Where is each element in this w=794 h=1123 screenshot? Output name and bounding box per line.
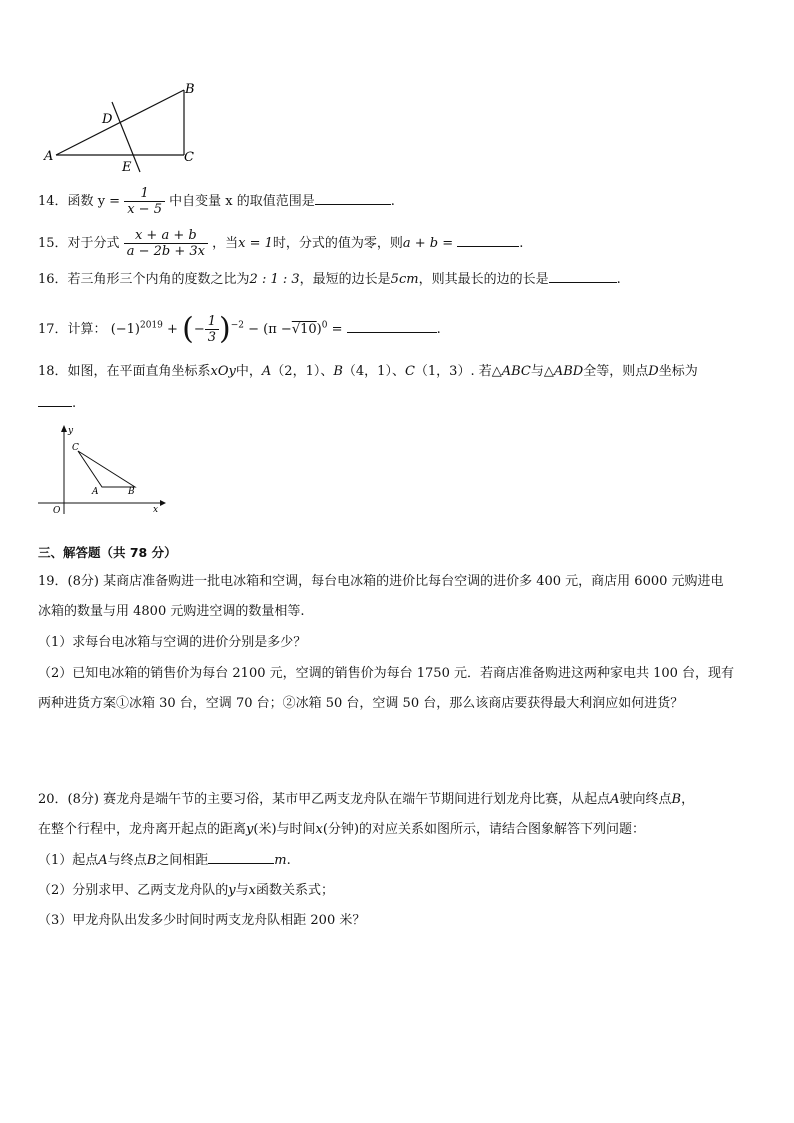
fraction: $\frac{x + a + b}{a - 2b + 3x}$ [124,228,208,259]
question-19-sub1: （1）求每台电冰箱与空调的进价分别是多少？ [38,635,307,650]
answer-blank[interactable] [549,270,617,283]
label-D: D [102,112,113,127]
coordinate-figure [32,424,167,516]
question-19-sub2a: （2）已知电冰箱的销售价为每台 2100 元，空调的销售价为每台 1750 元．若商店准备购进这两种家电共 100 台，现有 [38,666,735,681]
question-18-blank: . [38,394,76,414]
question-20-line1: 20．(8分) 赛龙舟是端午节的主要习俗，某市甲乙两支龙舟队在端午节期间进行划龙舟比赛，从起点A驶向终点B， [38,792,695,807]
axis-x-label: x [153,505,159,515]
label-A: A [44,149,54,164]
question-18: 18．如图，在平面直角坐标系xOy中，A（2，1）、B（4，1）、C（1，3）. 若△ABC与△ABD全等，则点D坐标为 [38,364,698,379]
fraction: $\frac{1}{x - 5}$ [124,186,165,217]
point-B-label: B [128,487,135,497]
question-20-sub1: （1）起点A与终点B之间相距 m. [38,853,291,868]
question-20-sub3: （3）甲龙舟队出发多少时间时两支龙舟队相距 200 米？ [38,913,366,928]
point-A-label: A [92,487,99,497]
answer-blank[interactable] [315,192,391,205]
question-17: 17．计算： $(-1)^{2019}$ + (− $\frac{1}{3}$ )$^{-2} - (\pi -√10)^0$ = . [38,311,441,347]
question-14: 14．函数 y = $\frac{1}{x - 5}$ 中自变量 x 的取值范围是 . [38,186,395,217]
answer-blank[interactable] [38,394,72,407]
point-C-label: C [72,443,79,453]
fraction: $\frac{1}{3}$ [205,314,219,345]
question-19-sub2b: 两种进货方案①冰箱 30 台，空调 70 台；②冰箱 50 台，空调 50 台，那么该商店要获得最大利润应如何进货？ [38,696,684,711]
axis-y-label: y [68,426,74,436]
origin-label: O [53,506,61,516]
answer-blank[interactable] [347,320,437,333]
triangle-figure [38,80,208,175]
section-heading: 三、解答题（共 78 分） [38,545,177,560]
question-19-line1: 19．(8分) 某商店准备购进一批电冰箱和空调，每台电冰箱的进价比每台空调的进价多 400 元，商店用 6000 元购进电 [38,574,724,589]
question-19-line2: 冰箱的数量与用 4800 元购进空调的数量相等. [38,604,305,619]
question-20-line2: 在整个行程中，龙舟离开起点的距离y(米)与时间x(分钟)的对应关系如图所示，请结合图象解答下列问题： [38,822,646,837]
label-B: B [185,82,195,97]
question-16: 16．若三角形三个内角的度数之比为2 : 1 : 3，最短的边长是5cm，则其最长的边的长是 . [38,272,621,287]
question-20-sub2: （2）分别求甲、乙两支龙舟队的y与x函数关系式； [38,883,335,898]
answer-blank[interactable] [457,234,519,247]
label-C: C [184,150,194,165]
question-15: 15．对于分式 $\frac{x + a + b}{a - 2b + 3x}$ ，当x = 1时，分式的值为零，则a + b = . [38,228,524,259]
answer-blank[interactable] [208,851,274,864]
label-E: E [122,160,132,175]
